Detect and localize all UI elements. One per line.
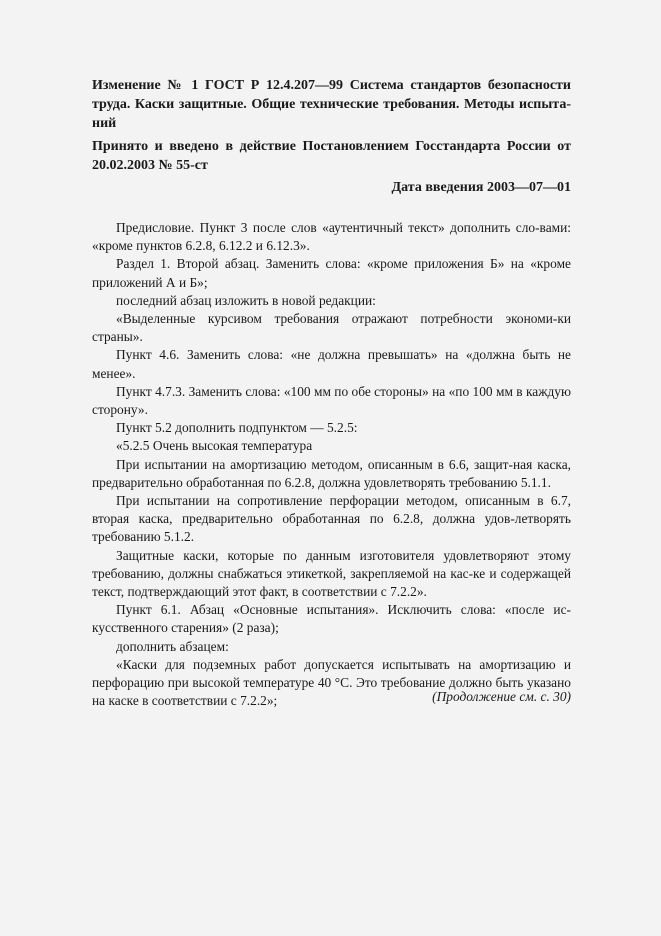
- paragraph: «Выделенные курсивом требования отражают потребности экономи-ки страны».: [92, 311, 571, 345]
- paragraph: «5.2.5 Очень высокая температура: [116, 438, 313, 454]
- paragraph: последний абзац изложить в новой редакции:: [116, 292, 376, 308]
- amendment-title: Изменение № 1 ГОСТ Р 12.4.207—99 Система стандартов безопасности труда. Каски защитные. Общие технические требования. Методы испыта-ний: [92, 78, 571, 131]
- paragraph: Раздел 1. Второй абзац. Заменить слова: «кроме приложения Б» на «кроме приложений А и Б»;: [92, 256, 571, 290]
- paragraph: Защитные каски, которые по данным изготовителя удовлетворяют этому требованию, должны снабжаться этикеткой, закрепляемой на кас-ке и содержащей текст, подтверждающий этот факт, в соответствии с 7.2.2».: [92, 547, 571, 600]
- continuation-note: (Продолжение см. с. 30): [432, 689, 571, 704]
- paragraph: «Каски для подземных работ допускается испытывать на амортизацию и перфорацию при высокой температуре 40 °С. Это требование должно быть указано на каске в соответствии с 7.2.2»;: [92, 656, 571, 709]
- paragraph: При испытании на сопротивление перфорации методом, описанным в 6.7, вторая каска, предварительно обработанная по 6.2.8, должна удов-летворять требованию 5.1.2.: [92, 493, 571, 545]
- paragraph: Пункт 4.6. Заменить слова: «не должна превышать» на «должна быть не менее».: [92, 347, 571, 381]
- paragraph: Пункт 6.1. Абзац «Основные испытания». Исключить слова: «после ис-кусственного старения» (2 раза);: [92, 602, 571, 636]
- effective-date: Дата введения 2003—07—01: [391, 180, 571, 195]
- paragraph: Пункт 4.7.3. Заменить слова: «100 мм по обе стороны» на «по 100 мм в каждую сторону».: [92, 383, 571, 418]
- paragraph: Предисловие. Пункт 3 после слов «аутентичный текст» дополнить сло-вами: «кроме пунктов 6.2.8, 6.12.2 и 6.12.3».: [92, 220, 571, 254]
- adoption-statement: Принято и введено в действие Постановлением Госстандарта России от 20.02.2003 № 55-ст: [92, 139, 571, 173]
- paragraph: Пункт 5.2 дополнить подпунктом — 5.2.5:: [116, 420, 358, 436]
- document-body: [92, 219, 571, 710]
- paragraph: дополнить абзацем:: [116, 638, 229, 654]
- paragraph: При испытании на амортизацию методом, описанным в 6.6, защит-ная каска, предварительно обработанная по 6.2.8, должна удовлетворять требованию 5.1.1.: [92, 456, 571, 490]
